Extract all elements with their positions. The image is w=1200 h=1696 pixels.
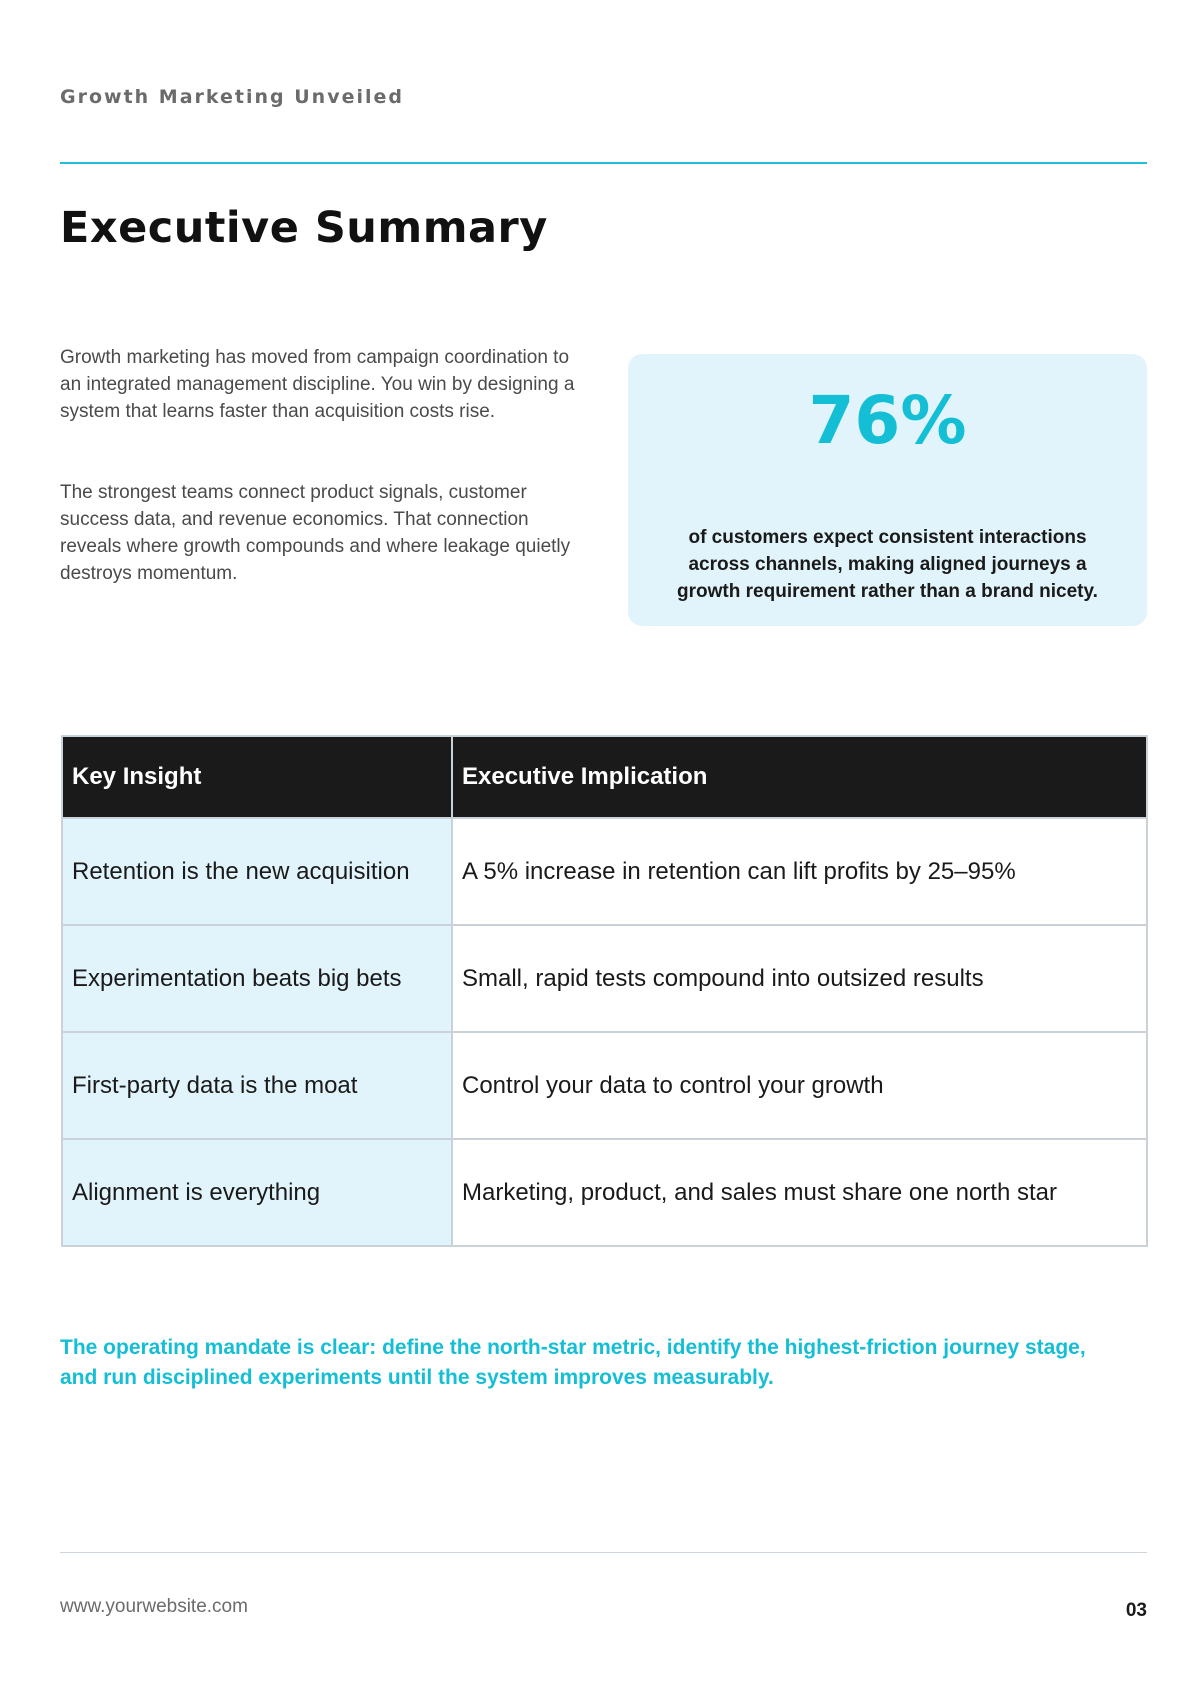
stat-description: of customers expect consistent interactions across channels, making aligned journeys a growth requirement rather than a brand nicety. bbox=[677, 527, 1098, 602]
table-row bbox=[62, 925, 1147, 1032]
key-insight-cell: Retention is the new acquisition bbox=[62, 818, 452, 925]
column-header-key-insight: Key Insight bbox=[62, 736, 452, 818]
insights-table bbox=[61, 735, 1148, 1247]
executive-implication-cell: A 5% increase in retention can lift profits by 25–95% bbox=[452, 818, 1147, 925]
intro-paragraph: Growth marketing has moved from campaign coordination to an integrated management discipline. You win by designing a system that learns faster than acquisition costs rise. bbox=[60, 347, 575, 422]
intro-paragraph: The strongest teams connect product signals, customer success data, and revenue economics. That connection reveals where growth compounds and where leakage quietly destroys momentum. bbox=[60, 482, 571, 584]
key-insight-cell: First-party data is the moat bbox=[62, 1032, 452, 1139]
mandate-statement: The operating mandate is clear: define the north-star metric, identify the highest-friction journey stage, and run disciplined experiments until the system improves measurably. bbox=[60, 1336, 1086, 1389]
page-title: Executive Summary bbox=[60, 203, 548, 253]
stat-callout-card bbox=[628, 354, 1147, 626]
table-header-row bbox=[62, 736, 1147, 818]
table-row bbox=[62, 1139, 1147, 1246]
executive-implication-cell: Control your data to control your growth bbox=[452, 1032, 1147, 1139]
executive-implication-cell: Marketing, product, and sales must share one north star bbox=[452, 1139, 1147, 1246]
table-row bbox=[62, 1032, 1147, 1139]
key-insight-cell: Alignment is everything bbox=[62, 1139, 452, 1246]
column-header-executive-implication: Executive Implication bbox=[452, 736, 1147, 818]
footer-divider bbox=[60, 1552, 1147, 1553]
executive-implication-cell: Small, rapid tests compound into outsized results bbox=[452, 925, 1147, 1032]
document-header-label: Growth Marketing Unveiled bbox=[60, 86, 404, 108]
key-insight-cell: Experimentation beats big bets bbox=[62, 925, 452, 1032]
page-number: 03 bbox=[1125, 1600, 1147, 1621]
footer-website-url: www.yourwebsite.com bbox=[60, 1596, 248, 1617]
intro-text bbox=[60, 344, 580, 641]
header-divider bbox=[60, 162, 1147, 164]
table-row bbox=[62, 818, 1147, 925]
stat-value: 76% bbox=[808, 382, 967, 459]
